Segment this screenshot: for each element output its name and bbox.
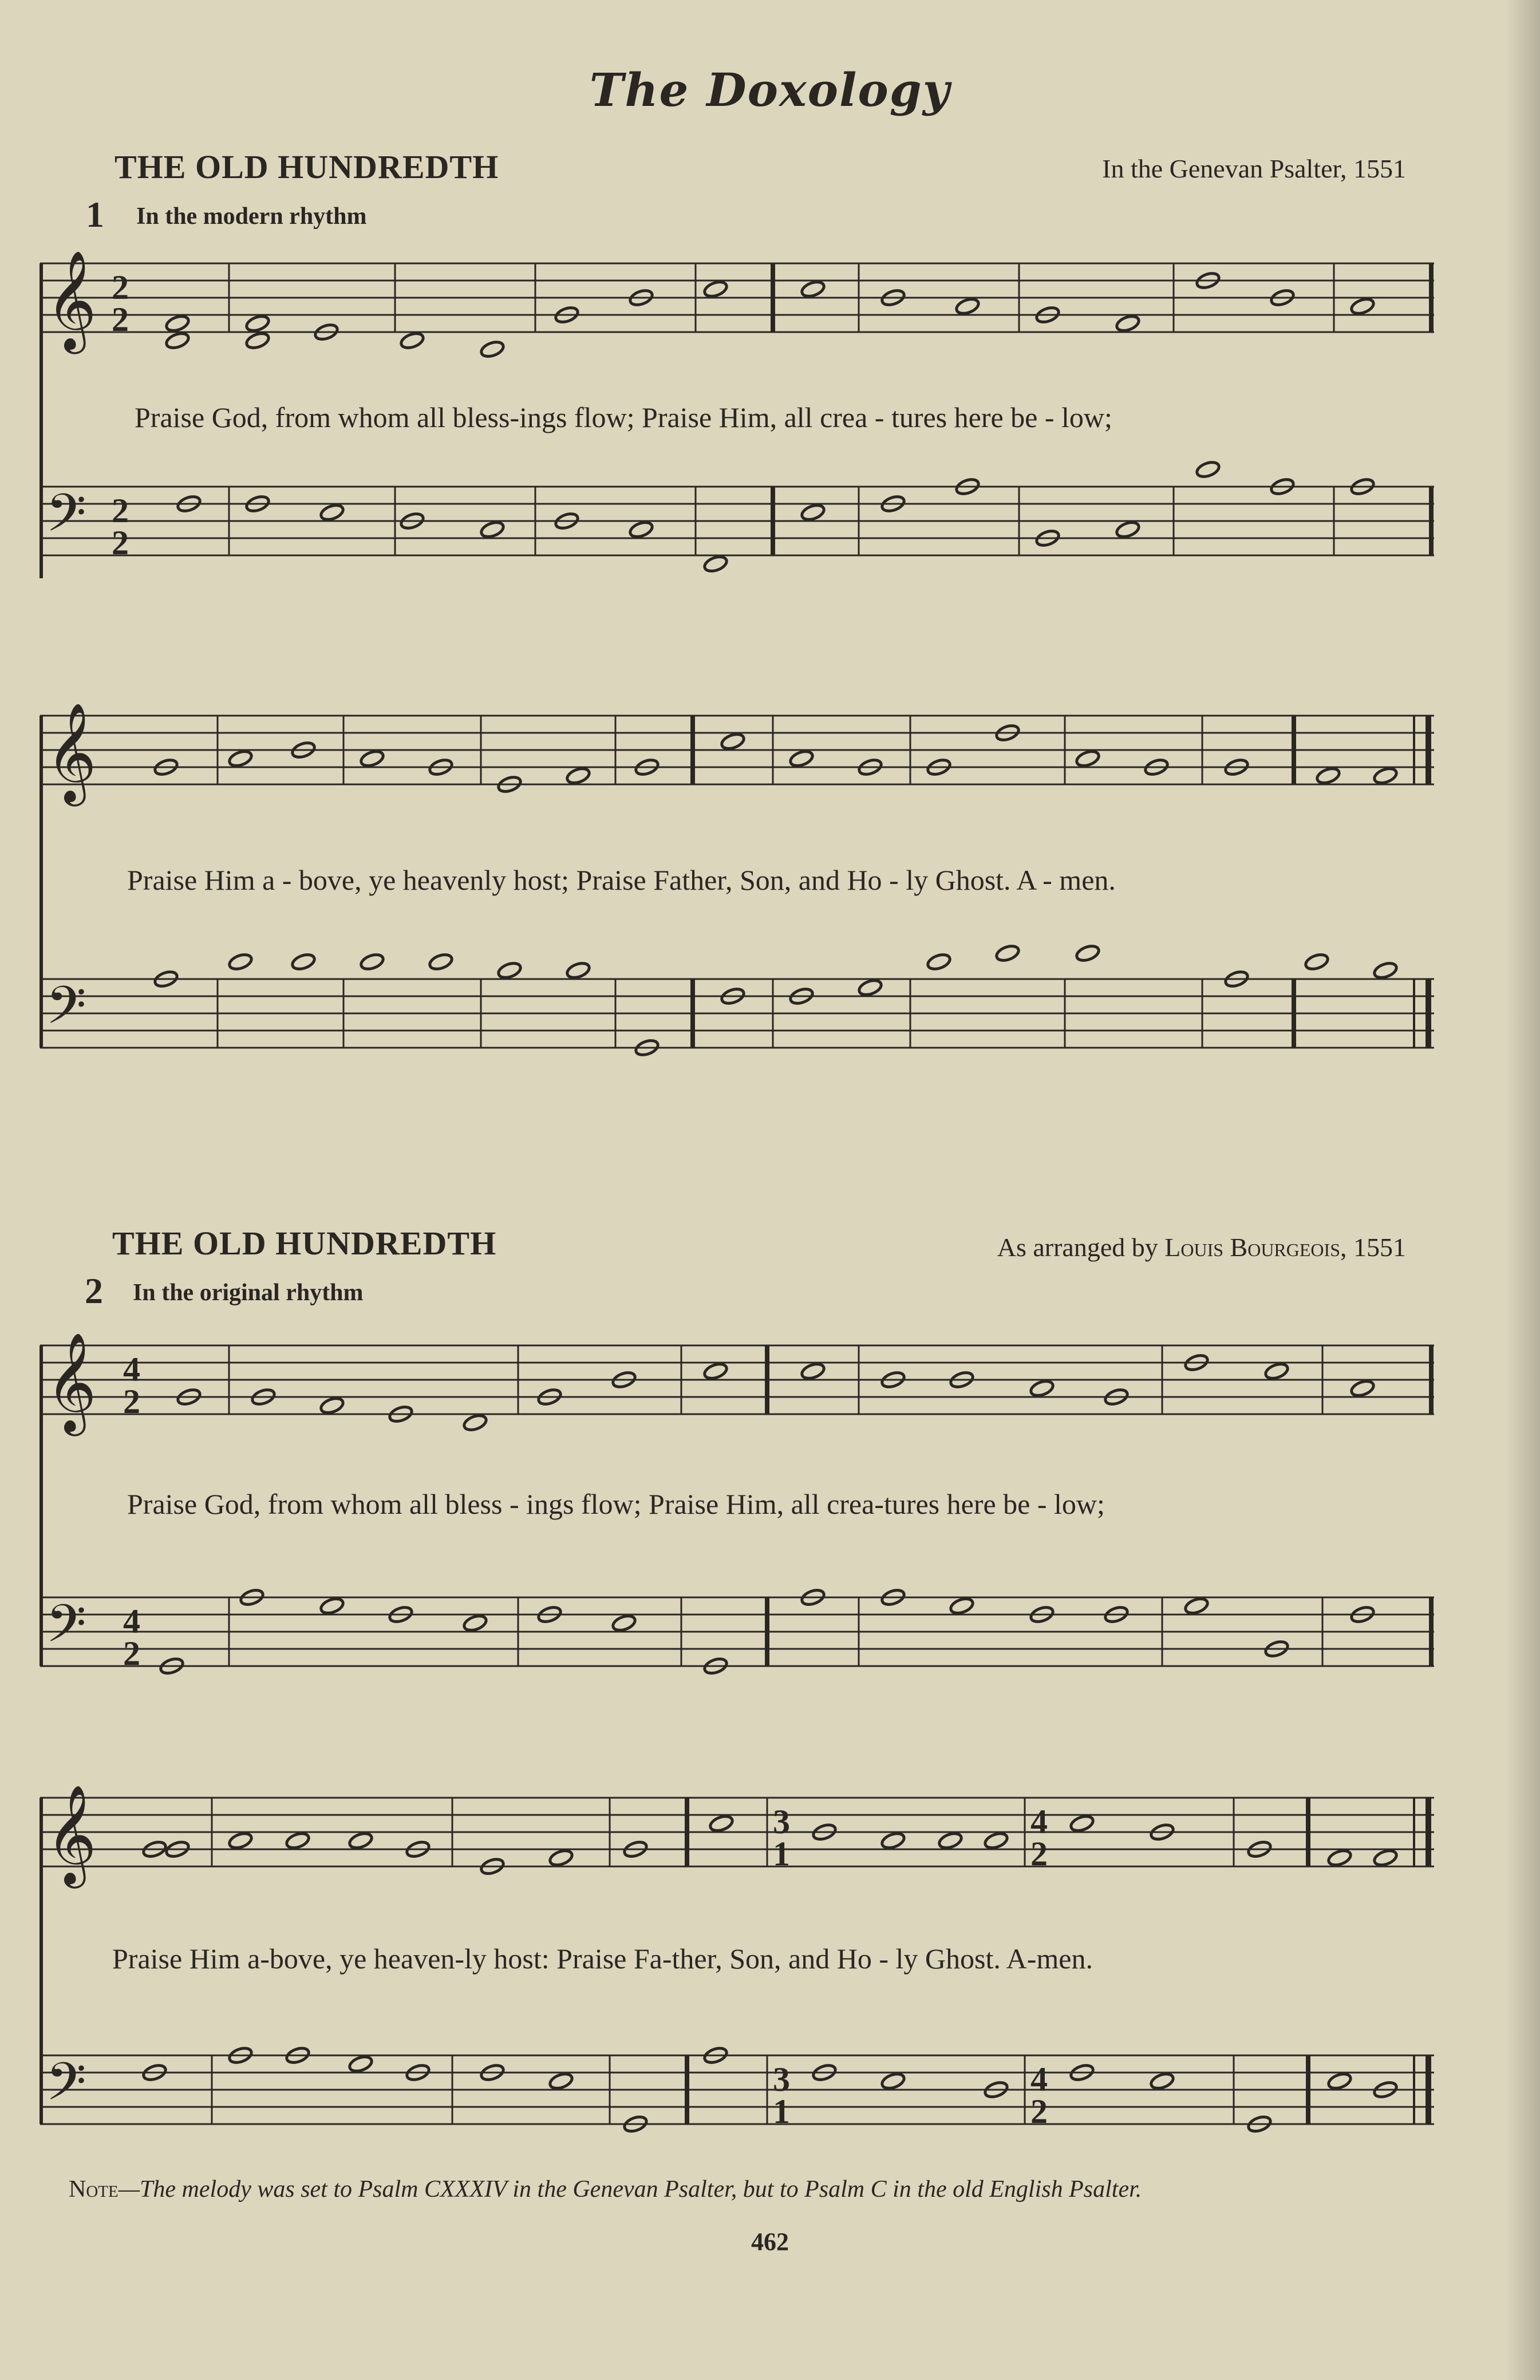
svg-text:3: 3 (773, 1803, 790, 1841)
tune-name-1: THE OLD HUNDREDTH (114, 148, 499, 185)
svg-text:𝄢: 𝄢 (46, 1593, 86, 1667)
source-1: In the Genevan Psalter, 1551 (1102, 154, 1406, 183)
svg-text:𝄢: 𝄢 (46, 975, 86, 1048)
svg-text:2: 2 (123, 1635, 140, 1672)
hymn-number-2: 2 (85, 1270, 103, 1311)
rhythm-1: In the modern rhythm (136, 203, 367, 230)
lyrics-hymn1-line1: Praise God, from whom all bless-ings flow; Praise Him, all crea - tures here be - low; (135, 401, 1112, 433)
page-edge-shadow (1506, 0, 1540, 2380)
svg-text:2: 2 (1030, 2093, 1048, 2130)
svg-text:𝄢: 𝄢 (46, 2051, 86, 2125)
footnote-label: Note (69, 2176, 119, 2203)
source-2-prefix: As arranged by (997, 1233, 1158, 1262)
footnote (69, 2176, 1142, 2203)
lyrics-hymn2-line1: Praise God, from whom all bless - ings flow; Praise Him, all crea-tures here be - low; (127, 1488, 1105, 1520)
svg-text:𝄢: 𝄢 (46, 483, 86, 556)
svg-text:𝄞: 𝄞 (46, 1785, 97, 1884)
svg-text:4: 4 (1030, 2061, 1048, 2098)
svg-text:1: 1 (773, 2093, 790, 2130)
tune-name-2: THE OLD HUNDREDTH (112, 1225, 497, 1262)
svg-text:4: 4 (123, 1351, 140, 1388)
svg-text:1: 1 (773, 1835, 790, 1873)
svg-text:2: 2 (112, 269, 129, 306)
footnote-text: —The melody was set to Psalm CXXXIV in the Genevan Psalter, but to Psalm C in the old English Psalter. (118, 2176, 1142, 2203)
svg-text:𝄞: 𝄞 (46, 250, 97, 350)
svg-text:𝄞: 𝄞 (46, 702, 97, 802)
svg-text:4: 4 (1030, 1803, 1048, 1841)
svg-text:2: 2 (112, 301, 129, 338)
source-2-composer: Louis Bourgeois, (1164, 1233, 1347, 1262)
hymn-number-1: 1 (86, 194, 104, 235)
page-number: 462 (751, 2228, 789, 2256)
svg-text:2: 2 (123, 1383, 140, 1420)
page-title: The Doxology (589, 63, 951, 117)
rhythm-2: In the original rhythm (133, 1280, 364, 1306)
svg-text:3: 3 (773, 2061, 790, 2098)
source-2-year: 1551 (1353, 1233, 1406, 1262)
source-2 (997, 1232, 1406, 1262)
lyrics-hymn2-line2: Praise Him a-bove, ye heaven-ly host: Praise Fa-ther, Son, and Ho - ly Ghost. A-men. (112, 1943, 1093, 1975)
svg-text:2: 2 (112, 524, 129, 562)
lyrics-hymn1-line2: Praise Him a - bove, ye heavenly host; Praise Father, Son, and Ho - ly Ghost. A - men. (127, 864, 1116, 896)
svg-text:2: 2 (1030, 1835, 1048, 1873)
hymn1-system2-score (0, 681, 1540, 1116)
svg-text:2: 2 (112, 492, 129, 530)
svg-text:𝄞: 𝄞 (46, 1332, 97, 1432)
svg-text:4: 4 (123, 1603, 140, 1640)
